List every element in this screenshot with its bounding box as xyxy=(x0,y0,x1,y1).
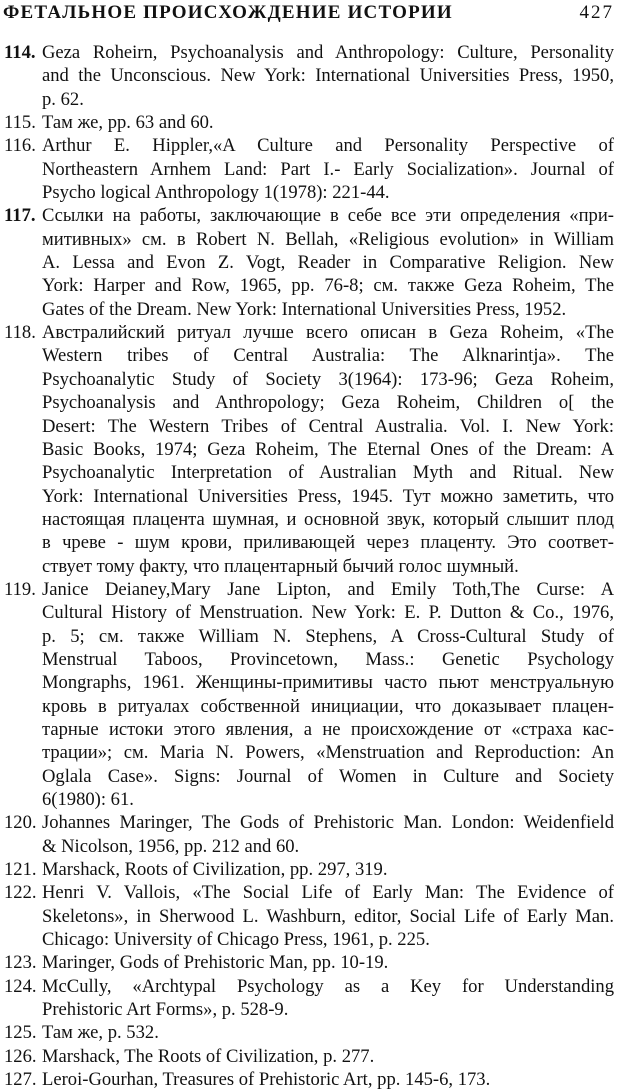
endnote-line xyxy=(4,648,614,671)
running-header xyxy=(3,0,614,26)
endnote-number: 124. xyxy=(4,975,37,997)
endnote-line xyxy=(4,835,614,858)
endnote-number: 125. xyxy=(4,1022,37,1044)
endnote-line xyxy=(4,975,614,998)
endnote-text: McCully, «Archtypal Psychology as a Key for Understanding xyxy=(42,975,614,997)
endnote-line xyxy=(4,438,614,461)
endnote-text: Psychoanalytic Study of Society 3(1964): 173-96; Geza Roheim, xyxy=(42,368,614,390)
endnote-text: Prehistoric Art Forms», p. 528-9. xyxy=(42,999,289,1021)
endnote-text: настоящая плацента шумная, и основной звук, который слышит плод xyxy=(42,508,614,530)
endnote-line xyxy=(4,1068,614,1091)
endnote-text: Marshack, The Roots of Civilization, p. 277. xyxy=(42,1045,375,1067)
endnote-line xyxy=(4,41,614,64)
endnote-line xyxy=(4,765,614,788)
endnote-text: 6(1980): 61. xyxy=(42,789,134,810)
endnote-line xyxy=(4,321,614,344)
endnote-number: 120. xyxy=(4,812,37,834)
endnote-text: Western tribes of Central Australia: The Alknarintja». The xyxy=(42,345,614,367)
endnote-line xyxy=(4,881,614,904)
endnote-text: Leroi-Gourhan, Treasures of Prehistoric Art, pp. 145-6, 173. xyxy=(42,1069,491,1091)
endnote-text: Gates of the Dream. New York: International Universities Press, 1952. xyxy=(42,298,567,320)
endnote-text: York: Harper and Row, 1965, pp. 76-8; см. также Geza Roheim, The xyxy=(42,275,614,297)
endnote-text: Maringer, Gods of Prehistoric Man, pp. 10-19. xyxy=(42,952,389,974)
endnote-line xyxy=(4,181,614,204)
endnote-number: 118. xyxy=(4,322,36,344)
endnote-text: p. 62. xyxy=(42,88,84,110)
endnote-line xyxy=(4,671,614,694)
endnote-number: 115. xyxy=(4,112,36,134)
endnote-text: Northeastern Arnhem Land: Part I.- Early Socialization». Journal of xyxy=(42,158,614,180)
endnote-line xyxy=(4,741,614,764)
page-number: 427 xyxy=(579,2,614,23)
endnote-line xyxy=(4,415,614,438)
endnote-line xyxy=(4,601,614,624)
endnote-text: кровь в ритуалах собственной инициации, что доказывает плацен- xyxy=(42,695,614,717)
endnote-text: Desert: The Western Tribes of Central Australia. Vol. I. New York: xyxy=(42,415,614,437)
endnote-line xyxy=(4,64,614,87)
endnote-line xyxy=(4,204,614,227)
endnote-line xyxy=(4,251,614,274)
endnote-line xyxy=(4,905,614,928)
endnote-text: A. Lessa and Evon Z. Vogt, Reader in Comparative Religion. New xyxy=(42,252,614,274)
endnote-line xyxy=(4,578,614,601)
endnote-line xyxy=(4,1045,614,1068)
endnote-line xyxy=(4,998,614,1021)
endnote-text: Psychoanalytic Interpretation of Australian Myth and Ritual. New xyxy=(42,462,614,484)
endnote-line xyxy=(4,951,614,974)
endnote-text: Arthur E. Hippler,«A Culture and Personality Perspective of xyxy=(42,135,614,157)
endnote-text: ствует тому факту, что плацентарный бычий голос шумный. xyxy=(42,555,519,577)
endnote-text: Psychoanalysis and Anthropology; Geza Roheim, Children o[ the xyxy=(42,392,614,414)
endnote-number: 117. xyxy=(4,205,36,227)
endnote-number: 116. xyxy=(4,135,36,157)
endnote-text: митивных» см. в Robert N. Bellah, «Religious evolution» in William xyxy=(42,228,614,250)
endnote-line xyxy=(4,274,614,297)
endnote-text: & Nicolson, 1956, pp. 212 and 60. xyxy=(42,835,300,857)
endnote-line xyxy=(4,344,614,367)
endnote-text: Basic Books, 1974; Geza Roheim, The Eternal Ones of the Dream: A xyxy=(42,438,614,460)
endnote-line xyxy=(4,695,614,718)
endnote-number: 119. xyxy=(4,578,36,600)
endnote-line xyxy=(4,531,614,554)
endnote-number: 121. xyxy=(4,859,37,881)
endnote-text: Johannes Maringer, The Gods of Prehistoric Man. London: Weidenfield xyxy=(42,812,614,834)
endnote-text: тарные истоки этого явления, а не происхождение от «страха кас- xyxy=(42,718,614,740)
endnote-text: Marshack, Roots of Civilization, pp. 297, 319. xyxy=(42,859,388,881)
chapter-title: ФЕТАЛЬНОЕ ПРОИСХОЖДЕНИЕ ИСТОРИИ xyxy=(3,2,453,23)
endnote-line xyxy=(4,555,614,578)
endnote-line xyxy=(4,228,614,251)
endnote-text: Oglala Case». Signs: Journal of Women in Culture and Society xyxy=(42,765,614,787)
endnote-text: and the Unconscious. New York: International Universities Press, 1950, xyxy=(42,65,614,87)
endnote-text: Chicago: University of Chicago Press, 1961, p. 225. xyxy=(42,929,430,951)
endnotes-list xyxy=(4,41,614,1091)
endnote-line xyxy=(4,134,614,157)
endnote-line xyxy=(4,508,614,531)
endnote-text: Австралийский ритуал лучше всего описан в Geza Roheim, «The xyxy=(42,322,614,344)
endnote-text: Cultural History of Menstruation. New York: E. P. Dutton & Co., 1976, xyxy=(42,602,614,624)
endnote-line xyxy=(4,928,614,951)
endnote-number: 123. xyxy=(4,952,37,974)
endnote-line xyxy=(4,368,614,391)
endnote-line xyxy=(4,858,614,881)
endnote-line xyxy=(4,485,614,508)
endnote-number: 126. xyxy=(4,1045,37,1067)
endnote-number: 122. xyxy=(4,882,37,904)
endnote-text: Menstrual Taboos, Provincetown, Mass.: Genetic Psychology xyxy=(42,648,614,670)
endnote-text: p. 5; см. также William N. Stephens, A Cross-Cultural Study of xyxy=(42,625,614,647)
endnote-text: York: International Universities Press, 1945. Тут можно заметить, что xyxy=(42,485,614,507)
endnote-text: Там же, p. 532. xyxy=(42,1022,159,1044)
endnote-text: Geza Roheirn, Psychoanalysis and Anthropology: Culture, Personality xyxy=(42,42,614,63)
endnote-line xyxy=(4,1021,614,1044)
endnote-text: Psycho logical Anthropology 1(1978): 221-44. xyxy=(42,182,390,204)
endnote-line xyxy=(4,811,614,834)
endnote-text: Henri V. Vallois, «The Social Life of Early Man: The Evidence of xyxy=(42,882,614,904)
endnote-line xyxy=(4,158,614,181)
endnote-line xyxy=(4,111,614,134)
endnote-text: Mongraphs, 1961. Женщины-примитивы часто пьют менструальную xyxy=(42,672,614,694)
endnote-line xyxy=(4,625,614,648)
endnote-text: в чреве - шум крови, приливающей через плаценту. Это соответ- xyxy=(42,532,614,554)
endnote-line xyxy=(4,461,614,484)
endnote-line xyxy=(4,88,614,111)
endnote-text: трации»; см. Maria N. Powers, «Menstruation and Reproduction: An xyxy=(42,742,614,764)
endnote-text: Skeletons», in Sherwood L. Washburn, editor, Social Life of Early Man. xyxy=(42,905,614,927)
endnote-line xyxy=(4,788,614,811)
endnote-text: Janice Deianey,Mary Jane Lipton, and Emily Toth,The Curse: A xyxy=(42,578,614,600)
endnote-line xyxy=(4,391,614,414)
endnote-text: Там же, pp. 63 and 60. xyxy=(42,112,214,134)
endnote-line xyxy=(4,718,614,741)
endnote-number: 114. xyxy=(4,42,36,63)
endnote-line xyxy=(4,298,614,321)
endnote-number: 127. xyxy=(4,1069,37,1091)
endnote-text: Ссылки на работы, заключающие в себе все эти определения «при- xyxy=(42,205,614,227)
